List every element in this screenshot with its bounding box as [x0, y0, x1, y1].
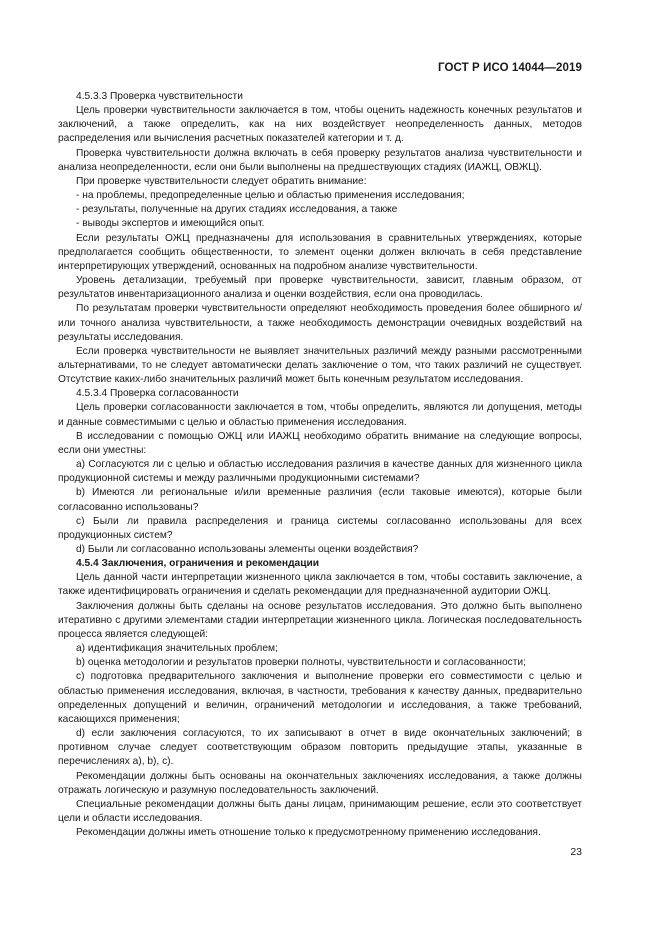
paragraph: По результатам проверки чувствительности определяют необходимость проведения более обширного и/или точного анализа чувствительности, а также необходимость демонстрации очевидных воздействий на результаты исследования.	[58, 303, 582, 343]
paragraph: Уровень детализации, требуемый при проверке чувствительности, зависит, главным образом, от результатов инвентаризационного анализа и оценки воздействия, если она проводилась.	[58, 275, 582, 301]
list-item: d) Были ли согласованно использованы элементы оценки воздействия?	[76, 544, 419, 555]
paragraph: Цель данной части интерпретации жизненного цикла заключается в том, чтобы составить заключение, а также идентифицировать ограничения и сделать рекомендации для предназначенной аудитории ОЖЦ.	[58, 572, 582, 598]
list-item: c) подготовка предварительного заключения и выполнение проверки его совместимости с целью и областью применения исследования, включая, в частности, требования к качеству данных, предварительно определенных допущений и величин, ограничений методологии и исследования, а также требований, касающихся применения;	[58, 671, 582, 725]
paragraph: Заключения должны быть сделаны на основе результатов исследования. Это должно быть выполнено итеративно с другими элементами стадии интерпретации жизненного цикла. Логическая последовательность процесса является следующей:	[58, 600, 582, 640]
subsection-heading-consistency-check: 4.5.3.4 Проверка согласованности	[76, 388, 239, 400]
paragraph: Рекомендации должны иметь отношение только к предусмотренному применению исследования.	[76, 827, 541, 839]
paragraph: При проверке чувствительности следует обратить внимание:	[76, 175, 367, 187]
paragraph: Цель проверки чувствительности заключается в том, чтобы оценить надежность конечных результатов и заключений, а также определить, как на них воздействует неопределенность данных, методов распределения или вычисления расчетных показателей категории и т. д.	[58, 105, 582, 145]
list-item: - на проблемы, предопределенные целью и областью применения исследования;	[76, 190, 465, 202]
list-item: - выводы экспертов и имеющийся опыт.	[76, 218, 265, 230]
list-item: b) оценка методологии и результатов проверки полноты, чувствительности и согласованности;	[76, 657, 526, 669]
section-heading-conclusions: 4.5.4 Заключения, ограничения и рекомендации	[76, 558, 319, 570]
list-item: a) идентификация значительных проблем;	[76, 643, 278, 655]
paragraph: В исследовании с помощью ОЖЦ или ИАЖЦ необходимо обратить внимание на следующие вопросы, если они уместны:	[58, 430, 582, 456]
subsection-heading-sensitivity-check: 4.5.3.3 Проверка чувствительности	[76, 91, 243, 102]
paragraph: Проверка чувствительности должна включать в себя проверку результатов анализа чувствительности и анализа неопределенности, если они были выполнены на предшествующих стадиях (ИАЖЦ, ОВЖЦ).	[58, 147, 582, 173]
paragraph: Если результаты ОЖЦ предназначены для использования в сравнительных утверждениях, которые предполагается сообщить общественности, то элемент оценки должен включать в себя представление интерпретирующих утверждений, основанных на подробном анализе чувствительности.	[58, 232, 582, 272]
list-item: d) если заключения согласуются, то их записывают в отчет в виде окончательных заключений; в противном случае следует соответствующим образом повторить предыдущие этапы, указанные в перечислениях a), b), c).	[58, 728, 582, 768]
paragraph: Если проверка чувствительности не выявляет значительных различий между разными рассмотренными альтернативами, то не следует автоматически делать заключение о том, что таких различий не существует. Отсутствие каких-либо значительных различий может быть конечным результатом исследования.	[58, 345, 582, 386]
document-body	[58, 90, 582, 840]
page-number: 23	[570, 846, 582, 858]
paragraph: Специальные рекомендации должны быть даны лицам, принимающим решение, если это соответствует цели и области исследования.	[58, 798, 582, 824]
list-item: - результаты, полученные на других стадиях исследования, а также	[76, 204, 398, 216]
list-item: b) Имеются ли региональные и/или временные различия (если таковые имеются), которые были согласованно использованы?	[58, 487, 582, 513]
list-item: c) Были ли правила распределения и граница системы согласованно использованы для всех продукционных систем?	[58, 515, 582, 541]
paragraph: Цель проверки согласованности заключается в том, чтобы определить, являются ли допущения, методы и данные совместимыми с целью и областью применения исследования.	[58, 402, 582, 428]
document-code-header: ГОСТ Р ИСО 14044—2019	[437, 62, 582, 74]
paragraph: Рекомендации должны быть основаны на окончательных заключениях исследования, а также должны отражать логическую и разумную последовательность заключений.	[58, 770, 582, 796]
list-item: a) Согласуются ли с целью и областью исследования различия в качестве данных для жизненного цикла продукционной системы и между различными продукционными системами?	[58, 459, 582, 485]
